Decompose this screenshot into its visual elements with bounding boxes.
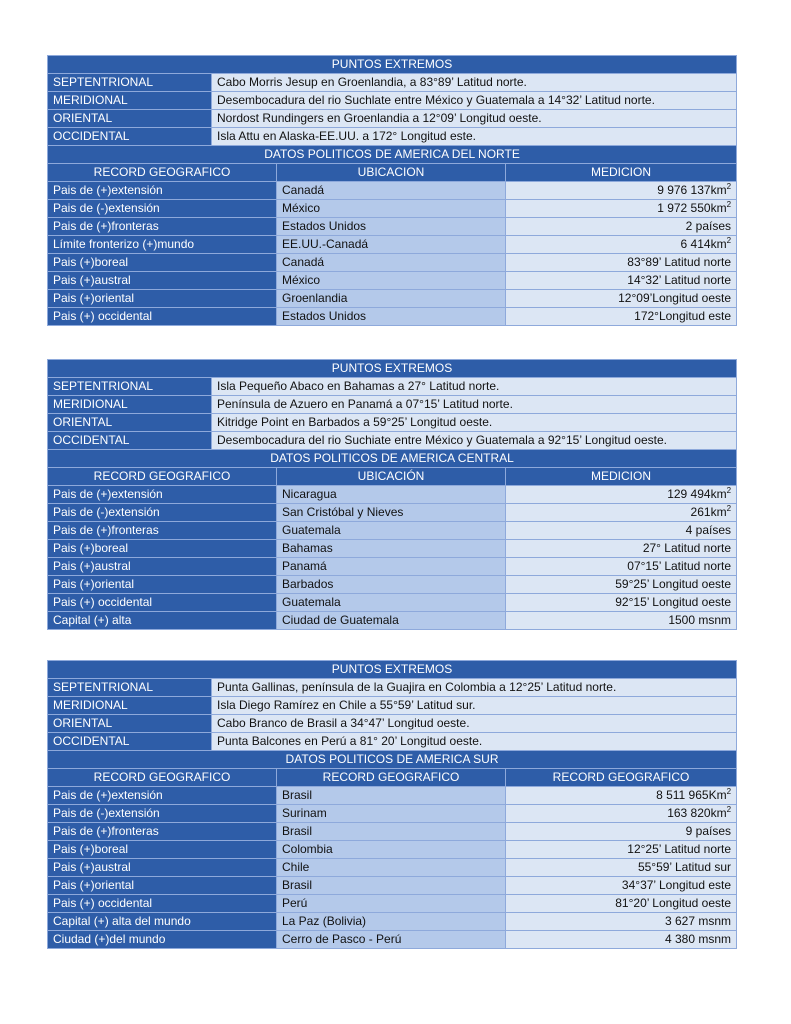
record-cell: Pais (+)oriental bbox=[48, 290, 277, 308]
table-row bbox=[48, 522, 737, 540]
place-cell: Canadá bbox=[277, 254, 506, 272]
extreme-label: OCCIDENTAL bbox=[48, 733, 212, 751]
column-header-record: RECORD GEOGRAFICO bbox=[48, 468, 277, 486]
table-row bbox=[48, 486, 737, 504]
extreme-row bbox=[48, 697, 737, 715]
table-row bbox=[48, 272, 737, 290]
record-cell: Pais de (-)extensión bbox=[48, 200, 277, 218]
measure-value: 9 976 137km bbox=[657, 183, 727, 197]
table-row bbox=[48, 576, 737, 594]
measure-value: 9 países bbox=[685, 824, 732, 838]
extreme-value: Punta Balcones en Perú a 81° 20’ Longitud oeste. bbox=[212, 733, 737, 751]
measure-value: 4 380 msnm bbox=[665, 932, 732, 946]
measure-cell bbox=[506, 182, 737, 200]
extreme-value: Desembocadura del rio Suchlate entre México y Guatemala a 14°32’ Latitud norte. bbox=[212, 92, 737, 110]
measure-value: 81°20’ Longitud oeste bbox=[615, 896, 732, 910]
measure-value: 12°25’ Latitud norte bbox=[627, 842, 732, 856]
table-row bbox=[48, 308, 737, 326]
measure-cell bbox=[506, 895, 737, 913]
measure-cell bbox=[506, 877, 737, 895]
measure-value: 59°25’ Longitud oeste bbox=[615, 577, 732, 591]
table-row bbox=[48, 841, 737, 859]
place-cell: Cerro de Pasco - Perú bbox=[277, 931, 506, 949]
extreme-value: Nordost Rundingers en Groenlandia a 12°09’ Longitud oeste. bbox=[212, 110, 737, 128]
extreme-value: Desembocadura del rio Suchiate entre México y Guatemala a 92°15’ Longitud oeste. bbox=[212, 432, 737, 450]
extreme-value: Punta Gallinas, península de la Guajira en Colombia a 12°25’ Latitud norte. bbox=[212, 679, 737, 697]
extreme-label: MERIDIONAL bbox=[48, 396, 212, 414]
measure-cell bbox=[506, 486, 737, 504]
record-cell: Pais (+) occidental bbox=[48, 308, 277, 326]
region-block-1 bbox=[47, 55, 736, 326]
table-row bbox=[48, 290, 737, 308]
measure-value: 6 414km bbox=[680, 237, 727, 251]
record-cell: Pais (+)austral bbox=[48, 859, 277, 877]
measure-cell bbox=[506, 612, 737, 630]
extreme-label: ORIENTAL bbox=[48, 414, 212, 432]
extremes-header-row bbox=[48, 360, 737, 378]
extreme-row bbox=[48, 679, 737, 697]
measure-value: 1500 msnm bbox=[668, 613, 732, 627]
table-row bbox=[48, 558, 737, 576]
table-row bbox=[48, 182, 737, 200]
measure-cell bbox=[506, 504, 737, 522]
table-row bbox=[48, 823, 737, 841]
extreme-row bbox=[48, 74, 737, 92]
measure-cell bbox=[506, 823, 737, 841]
place-cell: Guatemala bbox=[277, 522, 506, 540]
place-cell: Bahamas bbox=[277, 540, 506, 558]
extreme-label: SEPTENTRIONAL bbox=[48, 679, 212, 697]
extreme-value: Kitridge Point en Barbados a 59°25’ Longitud oeste. bbox=[212, 414, 737, 432]
record-cell: Pais (+)oriental bbox=[48, 576, 277, 594]
data-header-row bbox=[48, 751, 737, 769]
table-row bbox=[48, 859, 737, 877]
extreme-label: MERIDIONAL bbox=[48, 92, 212, 110]
place-cell: Estados Unidos bbox=[277, 308, 506, 326]
table-row bbox=[48, 612, 737, 630]
measure-unit-exponent: 2 bbox=[726, 486, 732, 495]
data-header: DATOS POLITICOS DE AMERICA SUR bbox=[48, 751, 737, 769]
measure-value: 34°37’ Longitud este bbox=[621, 878, 732, 892]
place-cell: México bbox=[277, 200, 506, 218]
table-row bbox=[48, 540, 737, 558]
extremes-header: PUNTOS EXTREMOS bbox=[48, 56, 737, 74]
place-cell: Guatemala bbox=[277, 594, 506, 612]
measure-unit-exponent: 2 bbox=[726, 182, 732, 191]
extreme-value: Isla Attu en Alaska-EE.UU. a 172° Longitud este. bbox=[212, 128, 737, 146]
table-row bbox=[48, 787, 737, 805]
data-header-row bbox=[48, 146, 737, 164]
extreme-value: Isla Diego Ramírez en Chile a 55°59’ Latitud sur. bbox=[212, 697, 737, 715]
place-cell: Brasil bbox=[277, 823, 506, 841]
extreme-label: SEPTENTRIONAL bbox=[48, 378, 212, 396]
region-block-3 bbox=[47, 660, 736, 949]
table-row bbox=[48, 236, 737, 254]
table-row bbox=[48, 913, 737, 931]
measure-unit-exponent: 2 bbox=[726, 236, 732, 245]
extreme-label: ORIENTAL bbox=[48, 110, 212, 128]
measure-cell bbox=[506, 913, 737, 931]
place-cell: Perú bbox=[277, 895, 506, 913]
extreme-label: OCCIDENTAL bbox=[48, 432, 212, 450]
place-cell: Colombia bbox=[277, 841, 506, 859]
extreme-row bbox=[48, 414, 737, 432]
extreme-row bbox=[48, 432, 737, 450]
record-cell: Pais de (-)extensión bbox=[48, 805, 277, 823]
measure-unit-exponent: 2 bbox=[726, 805, 732, 814]
measure-value: 12°09’Longitud oeste bbox=[618, 291, 732, 305]
measure-value: 14°32’ Latitud norte bbox=[627, 273, 732, 287]
extreme-value: Península de Azuero en Panamá a 07°15’ Latitud norte. bbox=[212, 396, 737, 414]
extreme-row bbox=[48, 92, 737, 110]
measure-cell bbox=[506, 841, 737, 859]
place-cell: Nicaragua bbox=[277, 486, 506, 504]
measure-value: 3 627 msnm bbox=[665, 914, 732, 928]
measure-value: 55°59’ Latitud sur bbox=[637, 860, 732, 874]
table-row bbox=[48, 931, 737, 949]
extreme-row bbox=[48, 110, 737, 128]
record-cell: Pais (+)boreal bbox=[48, 841, 277, 859]
place-cell: EE.UU.-Canadá bbox=[277, 236, 506, 254]
measure-unit-exponent: 2 bbox=[726, 200, 732, 209]
extreme-row bbox=[48, 128, 737, 146]
column-header-row bbox=[48, 769, 737, 787]
measure-cell bbox=[506, 522, 737, 540]
measure-value: 8 511 965Km bbox=[656, 788, 727, 802]
table-row bbox=[48, 895, 737, 913]
place-cell: Groenlandia bbox=[277, 290, 506, 308]
place-cell: Canadá bbox=[277, 182, 506, 200]
measure-value: 163 820km bbox=[667, 806, 727, 820]
measure-cell bbox=[506, 576, 737, 594]
record-cell: Pais (+)oriental bbox=[48, 877, 277, 895]
measure-value: 2 países bbox=[685, 219, 732, 233]
record-cell: Pais de (+)extensión bbox=[48, 787, 277, 805]
table-row bbox=[48, 805, 737, 823]
column-header-record: RECORD GEOGRAFICO bbox=[48, 164, 277, 182]
extreme-label: ORIENTAL bbox=[48, 715, 212, 733]
place-cell: Chile bbox=[277, 859, 506, 877]
extremes-header: PUNTOS EXTREMOS bbox=[48, 661, 737, 679]
column-header-row bbox=[48, 164, 737, 182]
table-row bbox=[48, 200, 737, 218]
region-table bbox=[47, 660, 737, 949]
measure-cell bbox=[506, 594, 737, 612]
record-cell: Pais de (+)extensión bbox=[48, 182, 277, 200]
measure-value: 92°15’ Longitud oeste bbox=[615, 595, 732, 609]
measure-value: 27° Latitud norte bbox=[642, 541, 732, 555]
region-table bbox=[47, 55, 737, 326]
extreme-value: Cabo Branco de Brasil a 34°47’ Longitud oeste. bbox=[212, 715, 737, 733]
record-cell: Pais (+)austral bbox=[48, 272, 277, 290]
record-cell: Pais (+) occidental bbox=[48, 895, 277, 913]
extreme-row bbox=[48, 396, 737, 414]
column-header-measure: MEDICION bbox=[506, 468, 737, 486]
place-cell: Panamá bbox=[277, 558, 506, 576]
record-cell: Pais (+)boreal bbox=[48, 540, 277, 558]
measure-value: 4 países bbox=[685, 523, 732, 537]
column-header-place: UBICACIÓN bbox=[277, 468, 506, 486]
record-cell: Pais de (+)fronteras bbox=[48, 522, 277, 540]
record-cell: Capital (+) alta bbox=[48, 612, 277, 630]
measure-cell bbox=[506, 218, 737, 236]
extremes-header-row bbox=[48, 661, 737, 679]
extreme-row bbox=[48, 378, 737, 396]
record-cell: Pais de (+)fronteras bbox=[48, 218, 277, 236]
place-cell: La Paz (Bolivia) bbox=[277, 913, 506, 931]
place-cell: México bbox=[277, 272, 506, 290]
record-cell: Pais de (-)extensión bbox=[48, 504, 277, 522]
extreme-row bbox=[48, 733, 737, 751]
measure-cell bbox=[506, 931, 737, 949]
table-row bbox=[48, 504, 737, 522]
measure-value: 07°15’ Latitud norte bbox=[627, 559, 732, 573]
extreme-value: Cabo Morris Jesup en Groenlandia, a 83°89’ Latitud norte. bbox=[212, 74, 737, 92]
column-header-place: RECORD GEOGRAFICO bbox=[277, 769, 506, 787]
record-cell: Pais de (+)fronteras bbox=[48, 823, 277, 841]
table-row bbox=[48, 254, 737, 272]
place-cell: Surinam bbox=[277, 805, 506, 823]
record-cell: Pais (+) occidental bbox=[48, 594, 277, 612]
table-row bbox=[48, 218, 737, 236]
extremes-header: PUNTOS EXTREMOS bbox=[48, 360, 737, 378]
data-header-row bbox=[48, 450, 737, 468]
table-row bbox=[48, 594, 737, 612]
extreme-row bbox=[48, 715, 737, 733]
extreme-label: OCCIDENTAL bbox=[48, 128, 212, 146]
record-cell: Capital (+) alta del mundo bbox=[48, 913, 277, 931]
record-cell: Ciudad (+)del mundo bbox=[48, 931, 277, 949]
record-cell: Pais (+)boreal bbox=[48, 254, 277, 272]
measure-cell bbox=[506, 308, 737, 326]
record-cell: Pais de (+)extensión bbox=[48, 486, 277, 504]
measure-cell bbox=[506, 254, 737, 272]
measure-value: 1 972 550km bbox=[657, 201, 727, 215]
measure-cell bbox=[506, 200, 737, 218]
place-cell: San Cristóbal y Nieves bbox=[277, 504, 506, 522]
column-header-measure: MEDICION bbox=[506, 164, 737, 182]
measure-value: 261km bbox=[690, 505, 727, 519]
record-cell: Pais (+)austral bbox=[48, 558, 277, 576]
column-header-measure: RECORD GEOGRAFICO bbox=[506, 769, 737, 787]
extreme-label: SEPTENTRIONAL bbox=[48, 74, 212, 92]
measure-unit-exponent: 2 bbox=[726, 504, 732, 513]
extreme-value: Isla Pequeño Abaco en Bahamas a 27° Latitud norte. bbox=[212, 378, 737, 396]
extreme-label: MERIDIONAL bbox=[48, 697, 212, 715]
place-cell: Estados Unidos bbox=[277, 218, 506, 236]
place-cell: Ciudad de Guatemala bbox=[277, 612, 506, 630]
measure-cell bbox=[506, 787, 737, 805]
measure-value: 172°Longitud este bbox=[634, 309, 732, 323]
place-cell: Barbados bbox=[277, 576, 506, 594]
place-cell: Brasil bbox=[277, 877, 506, 895]
data-header: DATOS POLITICOS DE AMERICA CENTRAL bbox=[48, 450, 737, 468]
data-header: DATOS POLITICOS DE AMERICA DEL NORTE bbox=[48, 146, 737, 164]
region-table bbox=[47, 359, 737, 630]
measure-cell bbox=[506, 558, 737, 576]
table-row bbox=[48, 877, 737, 895]
measure-unit-exponent: 2 bbox=[726, 787, 732, 796]
measure-cell bbox=[506, 805, 737, 823]
measure-cell bbox=[506, 859, 737, 877]
extremes-header-row bbox=[48, 56, 737, 74]
column-header-place: UBICACION bbox=[277, 164, 506, 182]
measure-cell bbox=[506, 272, 737, 290]
measure-cell bbox=[506, 290, 737, 308]
column-header-row bbox=[48, 468, 737, 486]
record-cell: Límite fronterizo (+)mundo bbox=[48, 236, 277, 254]
measure-value: 129 494km bbox=[667, 487, 727, 501]
column-header-record: RECORD GEOGRAFICO bbox=[48, 769, 277, 787]
measure-cell bbox=[506, 236, 737, 254]
measure-cell bbox=[506, 540, 737, 558]
measure-value: 83°89’ Latitud norte bbox=[627, 255, 732, 269]
region-block-2 bbox=[47, 359, 736, 630]
place-cell: Brasil bbox=[277, 787, 506, 805]
